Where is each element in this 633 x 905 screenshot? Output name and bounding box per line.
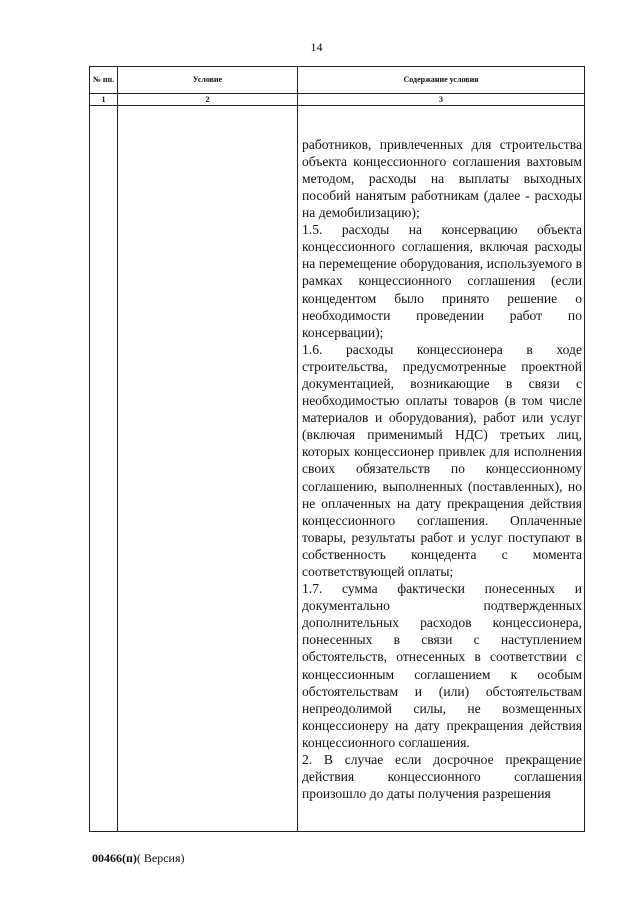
- content-paragraph: 1.5. расходы на консервацию объекта концессионного соглашения, включая расходы на перемещение оборудования, используемого в рамках концессионного соглашения (если концедентом было принято решение о необходимости проведении работ по консервации);: [302, 222, 582, 340]
- column-number-3: 3: [298, 94, 585, 106]
- header-condition: Условие: [118, 67, 298, 94]
- content-paragraph: 1.7. сумма фактически понесенных и документально подтвержденных дополнительных расходов концессионера, понесенных в связи с наступлением обстоятельств, отнесенных в соответствии с концессионным соглашением к особым обстоятельствам и (или) обстоятельствам непреодолимой силы, не возмещенных концессионеру на дату прекращения действия концессионного соглашения.: [302, 581, 582, 750]
- header-number: № пп.: [90, 67, 118, 94]
- page-number: 14: [310, 40, 323, 54]
- content-paragraph: работников, привлеченных для строительства объекта концессионного соглашения вахтовым методом, расходы на выплаты выходных пособий нанятым работникам (далее - расходы на демобилизацию);: [302, 136, 582, 221]
- condition-cell: [118, 106, 298, 832]
- conditions-table: [89, 66, 585, 832]
- column-number-row: [90, 94, 585, 106]
- table-header-row: [90, 67, 585, 94]
- column-number-1: 1: [90, 94, 118, 106]
- table-row: [90, 106, 585, 832]
- header-content: Содержание условия: [298, 67, 585, 94]
- content-cell: [298, 106, 585, 832]
- content-paragraph: 1.6. расходы концессионера в ходе строительства, предусмотренные проектной документацией, возникающие в связи с необходимостью оплаты товаров (в том числе материалов и оборудования), работ или услуг (включая применимый НДС) третьих лиц, которых концессионер привлек для исполнения своих обязательств по концессионному соглашению, выполненных (поставленных), но не оплаченных на дату прекращения действия концессионного соглашения. Оплаченные товары, результаты работ и услуг поступают в собственность концедента с момента соответствующей оплаты;: [302, 341, 582, 580]
- document-code: 00466(п): [92, 851, 137, 865]
- content-paragraph: 2. В случае если досрочное прекращение действия концессионного соглашения произошло до даты получения разрешения: [302, 752, 582, 802]
- number-cell: [90, 106, 118, 832]
- document-footer: [92, 851, 185, 866]
- document-version: ( Версия): [136, 851, 185, 865]
- column-number-2: 2: [118, 94, 298, 106]
